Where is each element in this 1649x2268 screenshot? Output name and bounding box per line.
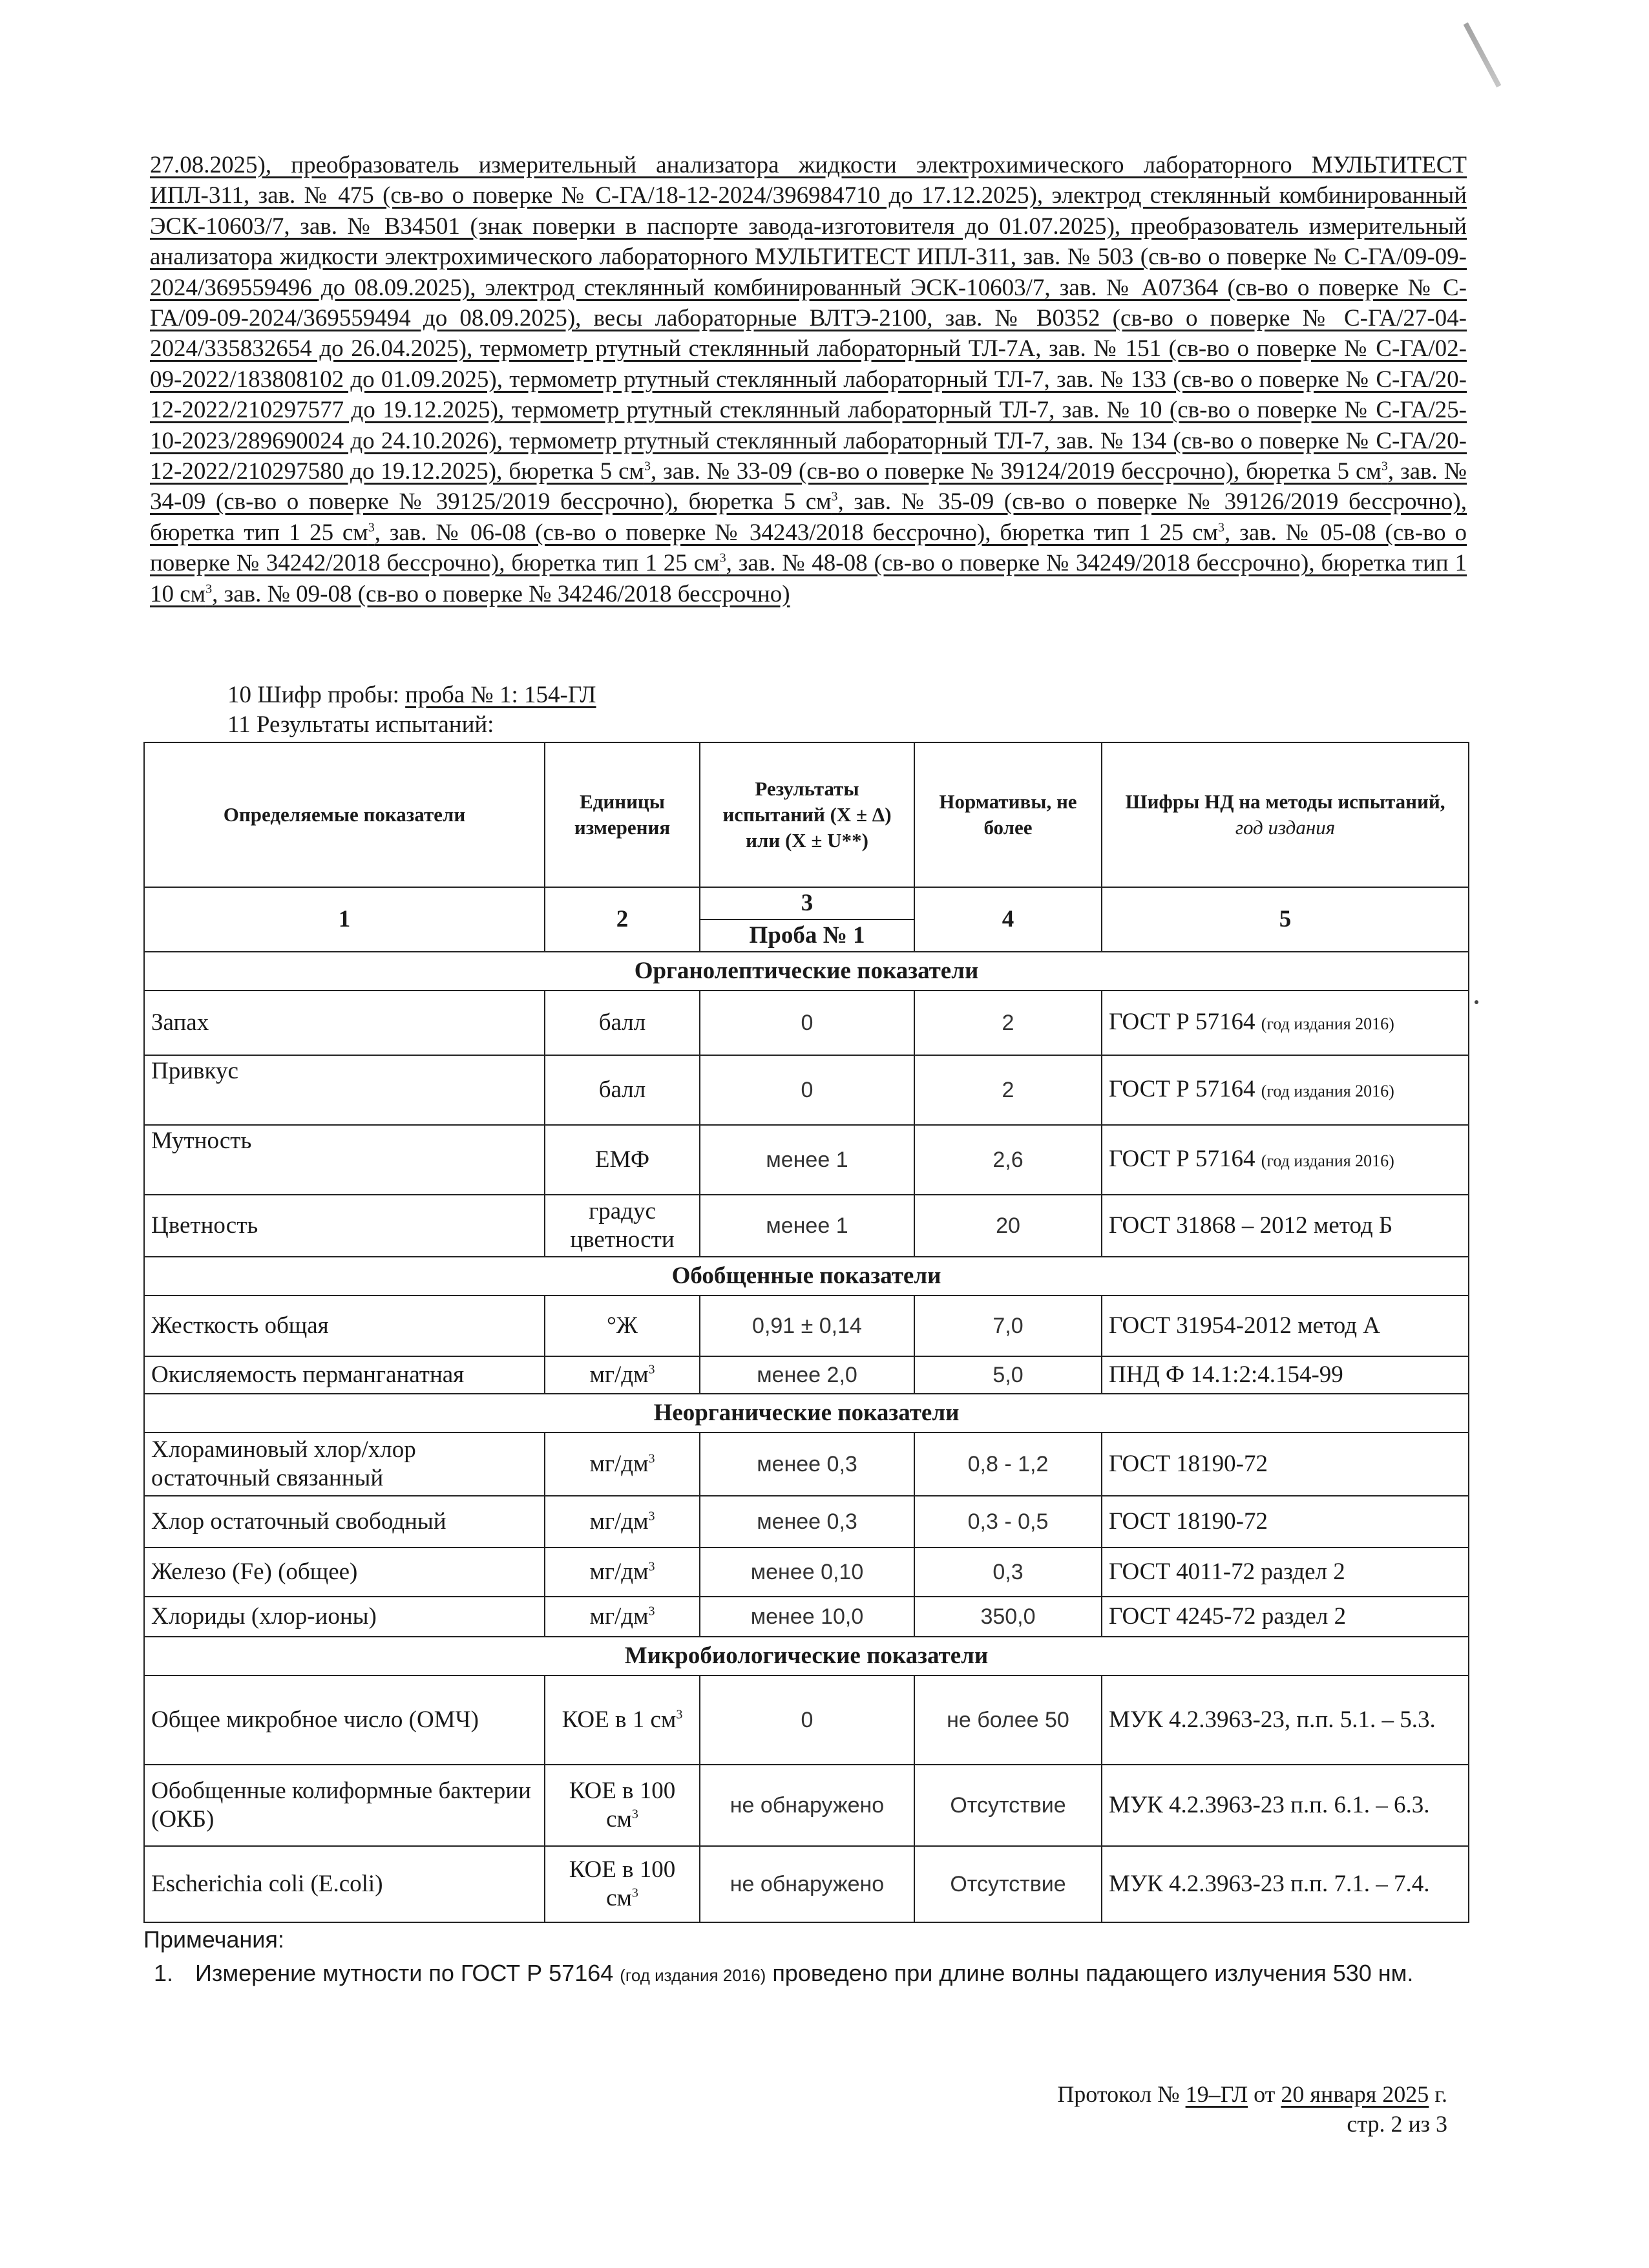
table-row <box>144 1548 1469 1597</box>
page-footer <box>1057 2079 1447 2139</box>
table-row <box>144 1195 1469 1257</box>
section-row <box>144 1394 1469 1433</box>
row-method: ГОСТ Р 57164 (год издания 2016) <box>1102 991 1469 1055</box>
row-name: Цветность <box>144 1195 545 1257</box>
row-method: МУК 4.2.3963-23 п.п. 7.1. – 7.4. <box>1102 1846 1469 1922</box>
row-method: ГОСТ 31954-2012 метод А <box>1102 1296 1469 1356</box>
row-norm: 350,0 <box>914 1597 1102 1637</box>
header-units: Единицы измерения <box>545 742 700 887</box>
row-method: ГОСТ 4011-72 раздел 2 <box>1102 1548 1469 1597</box>
row-result: менее 0,3 <box>700 1433 914 1496</box>
row-method: ГОСТ 31868 – 2012 метод Б <box>1102 1195 1469 1257</box>
table-row <box>144 1846 1469 1922</box>
row-method: ПНД Ф 14.1:2:4.154-99 <box>1102 1356 1469 1394</box>
row-method: ГОСТ Р 57164 (год издания 2016) <box>1102 1125 1469 1195</box>
row-norm: 7,0 <box>914 1296 1102 1356</box>
section-row <box>144 952 1469 991</box>
row-norm: 5,0 <box>914 1356 1102 1394</box>
row-unit: $мг/дм^3$ <box>545 1597 700 1637</box>
row-result: менее 10,0 <box>700 1597 914 1637</box>
header-methods: Шифры НД на методы испытаний, год издания <box>1102 742 1469 887</box>
table-row <box>144 1125 1469 1195</box>
header-results: Результаты испытаний (Х ± Δ) или (Х ± U**) <box>700 742 914 887</box>
row-norm: Отсутствие <box>914 1765 1102 1846</box>
notes-block <box>143 1924 1475 1986</box>
row-result: 0 <box>700 991 914 1055</box>
col-num-3: 3 <box>700 887 914 919</box>
note-item: 1. Измерение мутности по ГОСТ Р 57164 (год издания 2016) проведено при длине волны падающего излучения 530 нм. <box>154 1960 1414 1986</box>
table-row <box>144 991 1469 1055</box>
row-norm: 0,3 <box>914 1548 1102 1597</box>
row-norm: Отсутствие <box>914 1846 1102 1922</box>
row-norm: не более 50 <box>914 1675 1102 1765</box>
row-name: Хлор остаточный свободный <box>144 1496 545 1548</box>
row-result: менее 0,10 <box>700 1548 914 1597</box>
row-result: 0,91 ± 0,14 <box>700 1296 914 1356</box>
results-table <box>143 742 1469 1923</box>
row-norm: 2 <box>914 1055 1102 1125</box>
row-name: Escherichia coli (E.coli) <box>144 1846 545 1922</box>
col-num-1: 1 <box>144 887 545 952</box>
row-method: ГОСТ 18190-72 <box>1102 1496 1469 1548</box>
col-num-4: 4 <box>914 887 1102 952</box>
row-name: Запах <box>144 991 545 1055</box>
row-name: Железо (Fe) (общее) <box>144 1548 545 1597</box>
row-unit: °Ж <box>545 1296 700 1356</box>
row-result: не обнаружено <box>700 1765 914 1846</box>
row-norm: 0,8 - 1,2 <box>914 1433 1102 1496</box>
probe-label: Проба № 1 <box>700 919 914 952</box>
table-row <box>144 1356 1469 1394</box>
protocol-line: Протокол № 19–ГЛ от 20 января 2025 г. <box>1057 2081 1447 2107</box>
table-header-row <box>144 742 1469 887</box>
row-result: не обнаружено <box>700 1846 914 1922</box>
row-method: ГОСТ 4245-72 раздел 2 <box>1102 1597 1469 1637</box>
row-name: Мутность <box>144 1125 545 1195</box>
scan-mark <box>1464 23 1502 88</box>
section-row <box>144 1637 1469 1675</box>
header-norms: Нормативы, не более <box>914 742 1102 887</box>
row-unit: $мг/дм^3$ <box>545 1496 700 1548</box>
table-row <box>144 1675 1469 1765</box>
col-num-5: 5 <box>1102 887 1469 952</box>
row-unit: балл <box>545 991 700 1055</box>
row-result: менее 0,3 <box>700 1496 914 1548</box>
row-unit: КОЕ в 1 $см^3$ <box>545 1675 700 1765</box>
row-name: Привкус <box>144 1055 545 1125</box>
section-general: Обобщенные показатели <box>144 1257 1469 1296</box>
results-heading: 11 Результаты испытаний: <box>227 711 494 738</box>
section-row <box>144 1257 1469 1296</box>
row-result: менее 1 <box>700 1125 914 1195</box>
row-unit: КОЕ в 100 $см^3$ <box>545 1846 700 1922</box>
row-name: Окисляемость перманганатная <box>144 1356 545 1394</box>
section-micro: Микробиологические показатели <box>144 1637 1469 1675</box>
section-organoleptic: Органолептические показатели <box>144 952 1469 991</box>
row-result: менее 2,0 <box>700 1356 914 1394</box>
row-unit: $мг/дм^3$ <box>545 1433 700 1496</box>
scan-dot <box>1475 1000 1478 1004</box>
section-inorganic: Неорганические показатели <box>144 1394 1469 1433</box>
row-name: Жесткость общая <box>144 1296 545 1356</box>
row-norm: 2,6 <box>914 1125 1102 1195</box>
sample-code-line: 10 Шифр пробы: проба № 1: 154-ГЛ <box>227 682 596 708</box>
sample-code-value: проба № 1: 154-ГЛ <box>405 682 596 708</box>
table-row <box>144 1496 1469 1548</box>
col-num-2: 2 <box>545 887 700 952</box>
table-row <box>144 1433 1469 1496</box>
row-name: Общее микробное число (ОМЧ) <box>144 1675 545 1765</box>
row-unit: градус цветности <box>545 1195 700 1257</box>
row-method: МУК 4.2.3963-23, п.п. 5.1. – 5.3. <box>1102 1675 1469 1765</box>
table-row <box>144 1296 1469 1356</box>
notes-title: Примечания: <box>143 1926 284 1953</box>
row-method: ГОСТ Р 57164 (год издания 2016) <box>1102 1055 1469 1125</box>
row-method: ГОСТ 18190-72 <box>1102 1433 1469 1496</box>
row-unit: КОЕ в 100 $см^3$ <box>545 1765 700 1846</box>
row-unit: $мг/дм^3$ <box>545 1356 700 1394</box>
row-name: Хлориды (хлор-ионы) <box>144 1597 545 1637</box>
header-indicator: Определяемые показатели <box>144 742 545 887</box>
row-unit: $мг/дм^3$ <box>545 1548 700 1597</box>
row-method: МУК 4.2.3963-23 п.п. 6.1. – 6.3. <box>1102 1765 1469 1846</box>
row-norm: 2 <box>914 991 1102 1055</box>
table-row <box>144 1597 1469 1637</box>
row-unit: балл <box>545 1055 700 1125</box>
row-name: Хлораминовый хлор/хлор остаточный связанный <box>144 1433 545 1496</box>
row-result: 0 <box>700 1675 914 1765</box>
page-number: стр. 2 из 3 <box>1347 2111 1447 2137</box>
row-result: 0 <box>700 1055 914 1125</box>
row-norm: 0,3 - 0,5 <box>914 1496 1102 1548</box>
row-unit: ЕМФ <box>545 1125 700 1195</box>
equipment-list-text: 27.08.2025), преобразователь измерительный анализатора жидкости электрохимического лабораторного МУЛЬТИТЕСТ ИПЛ-311, зав. № 475 (св-во о поверке № С-ГА/18-12-2024/396984710 до 17.12.2025), электрод стеклянный комбинированный ЭСК-10603/7, зав. № В34501 (знак поверки в паспорте завода-изготовителя до 01.07.2025), преобразователь измерительный анализатора жидкости электрохимического лабораторного МУЛЬТИТЕСТ ИПЛ-311, зав. № 503 (св-во о поверке № С-ГА/09-09-2024/369559496 до 08.09.2025), электрод стеклянный комбинированный ЭСК-10603/7, зав. № А07364 (св-во о поверке № С-ГА/09-09-2024/369559494 до 08.09.2025), весы лабораторные ВЛТЭ-2100, зав. № В0352 (св-во о поверке № С-ГА/27-04-2024/335832654 до 26.04.2025), термометр ртутный стеклянный лабораторный ТЛ-7А, зав. № 151 (св-во о поверке № С-ГА/02-09-2022/183808102 до 01.09.2025), термометр ртутный стеклянный лабораторный ТЛ-7, зав. № 133 (св-во о поверке № С-ГА/20-12-2022/210297577 до 19.12.2025), термометр ртутный стеклянный лабораторный ТЛ-7, зав. № 10 (св-во о поверке № С-ГА/25-10-2023/289690024 до 24.10.2026), термометр ртутный стеклянный лабораторный ТЛ-7, зав. № 134 (св-во о поверке № С-ГА/20-12-2022/210297580 до 19.12.2025), бюретка 5 $см^3$, зав. № 33-09 (св-во о поверке № 39124/2019 бессрочно), бюретка 5 $см^3$, зав. № 34-09 (св-во о поверке № 39125/2019 бессрочно), бюретка 5 $см^3$, зав. № 35-09 (св-во о поверке № 39126/2019 бессрочно), бюретка тип 1 25 $см^3$, зав. № 06-08 (св-во о поверке № 34243/2018 бессрочно), бюретка тип 1 25 $см^3$, зав. № 05-08 (св-во о поверке № 34242/2018 бессрочно), бюретка тип 1 25 $см^3$, зав. № 48-08 (св-во о поверке № 34249/2018 бессрочно), бюретка тип 1 10 $см^3$, зав. № 09-08 (св-во о поверке № 34246/2018 бессрочно) <box>150 152 1467 607</box>
row-result: менее 1 <box>700 1195 914 1257</box>
row-name: Обобщенные колиформные бактерии (ОКБ) <box>144 1765 545 1846</box>
table-row <box>144 1765 1469 1846</box>
row-norm: 20 <box>914 1195 1102 1257</box>
column-number-row <box>144 887 1469 919</box>
table-row <box>144 1055 1469 1125</box>
